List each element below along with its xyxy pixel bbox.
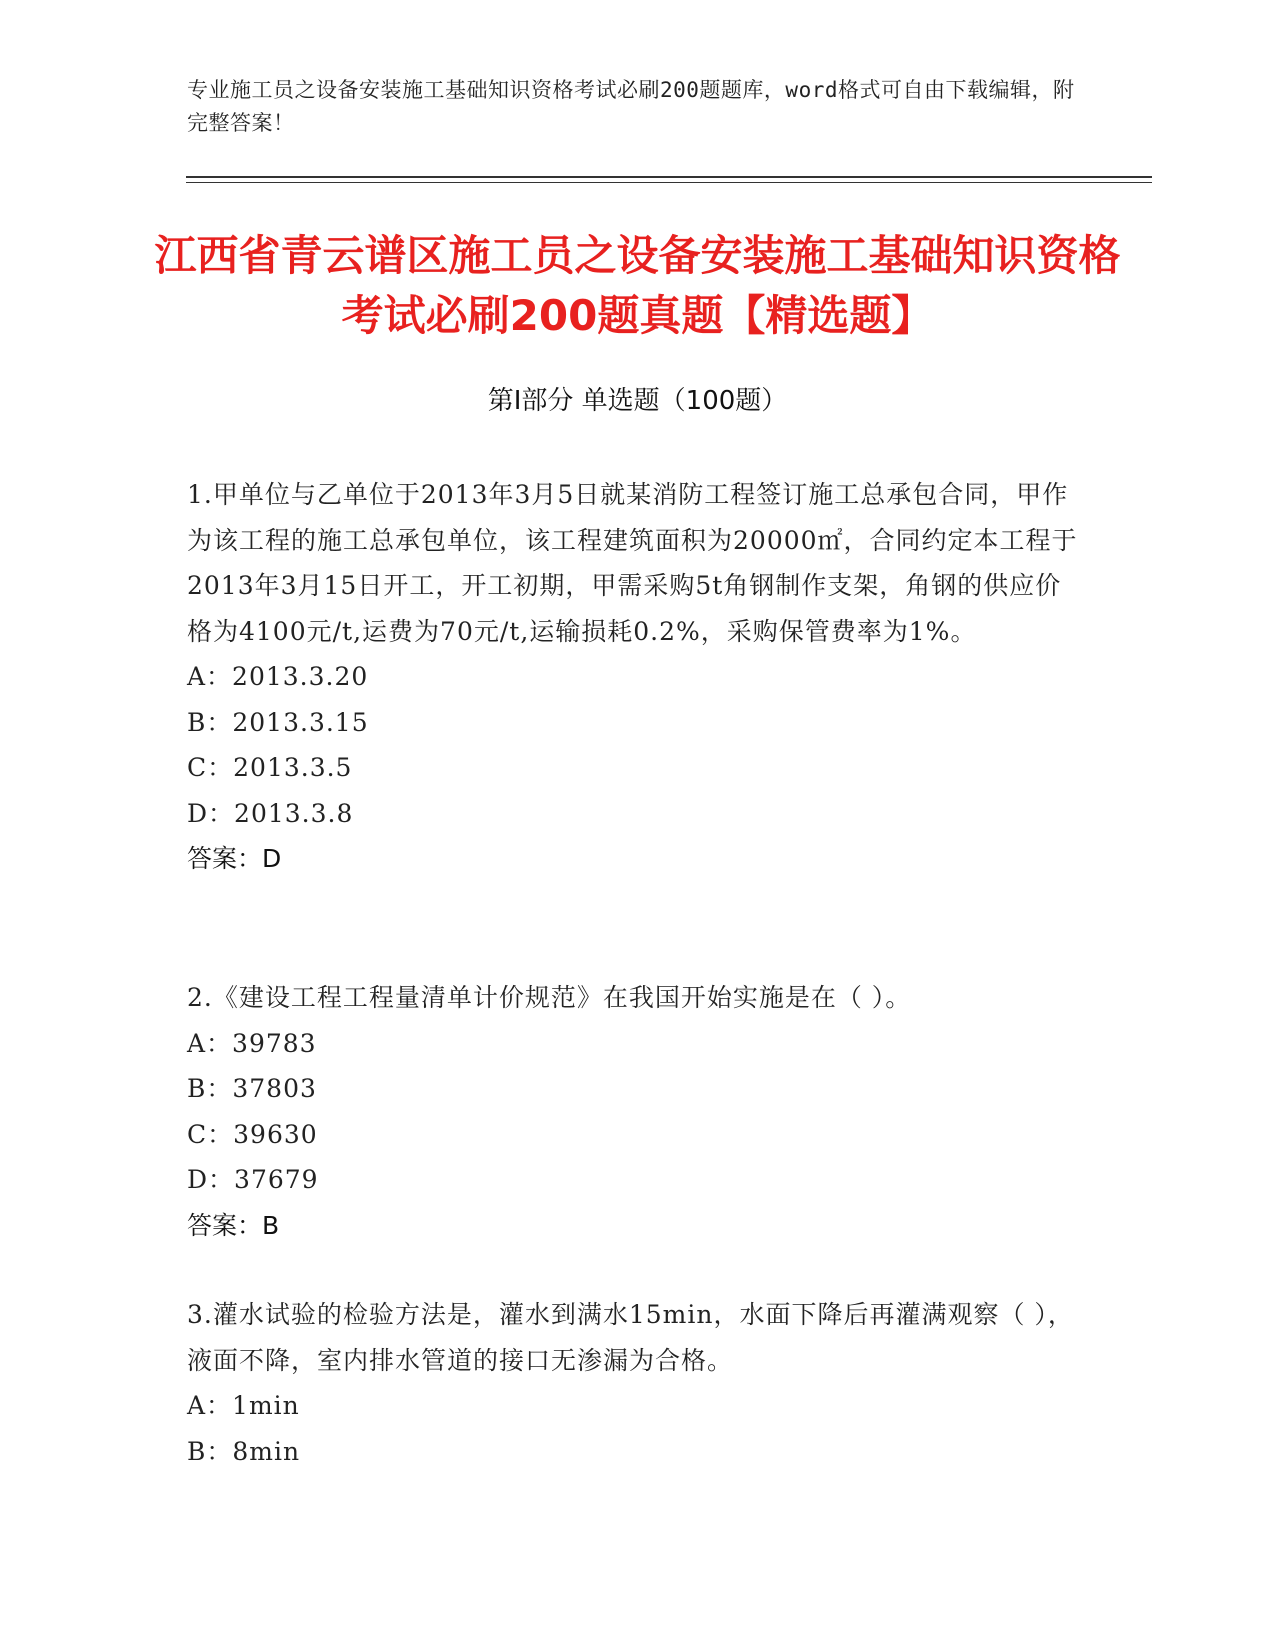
section-heading: 第Ⅰ部分 单选题（100题）: [487, 386, 788, 416]
question-text: 3.灌水试验的检验方法是，灌水到满水15min，水面下降后再灌满观察（ ），液面不降，室内排水管道的接口无渗漏为合格。: [187, 1300, 1074, 1375]
option-c: C：2013.3.5: [187, 753, 353, 782]
question-text: 2.《建设工程工程量清单计价规范》在我国开始实施是在（ ）。: [187, 983, 912, 1012]
header-rule-thin: [186, 182, 1152, 183]
question-3: [187, 1292, 1087, 1474]
question-2: [187, 975, 1087, 1248]
option-b: B：37803: [187, 1074, 317, 1103]
option-d: D：37679: [187, 1165, 319, 1194]
answer: 答案：B: [187, 1210, 280, 1240]
question-1: [187, 472, 1087, 881]
option-a: A：1min: [187, 1391, 300, 1420]
option-a: A：2013.3.20: [187, 662, 369, 691]
document-title: 江西省青云谱区施工员之设备安装施工基础知识资格考试必刷200题真题【精选题】: [154, 231, 1121, 340]
question-text: 1.甲单位与乙单位于2013年3月5日就某消防工程签订施工总承包合同，甲作为该工程的施工总承包单位，该工程建筑面积为20000㎡，合同约定本工程于2013年3月15日开工，开工初期，甲需采购5t角钢制作支架，角钢的供应价格为4100元/t,运费为70元/t,运输损耗0.2%，采购保管费率为1%。: [187, 480, 1078, 646]
option-b: B：8min: [187, 1436, 301, 1466]
answer: 答案：D: [187, 844, 282, 873]
option-c: C：39630: [187, 1119, 318, 1149]
header-rule-thick: [186, 176, 1152, 178]
option-b: B：2013.3.15: [187, 707, 369, 737]
option-d: D：2013.3.8: [187, 798, 354, 828]
option-a: A：39783: [187, 1028, 317, 1058]
header-note: 专业施工员之设备安装施工基础知识资格考试必刷200题题库，word格式可自由下载编辑，附完整答案！: [187, 78, 1075, 135]
